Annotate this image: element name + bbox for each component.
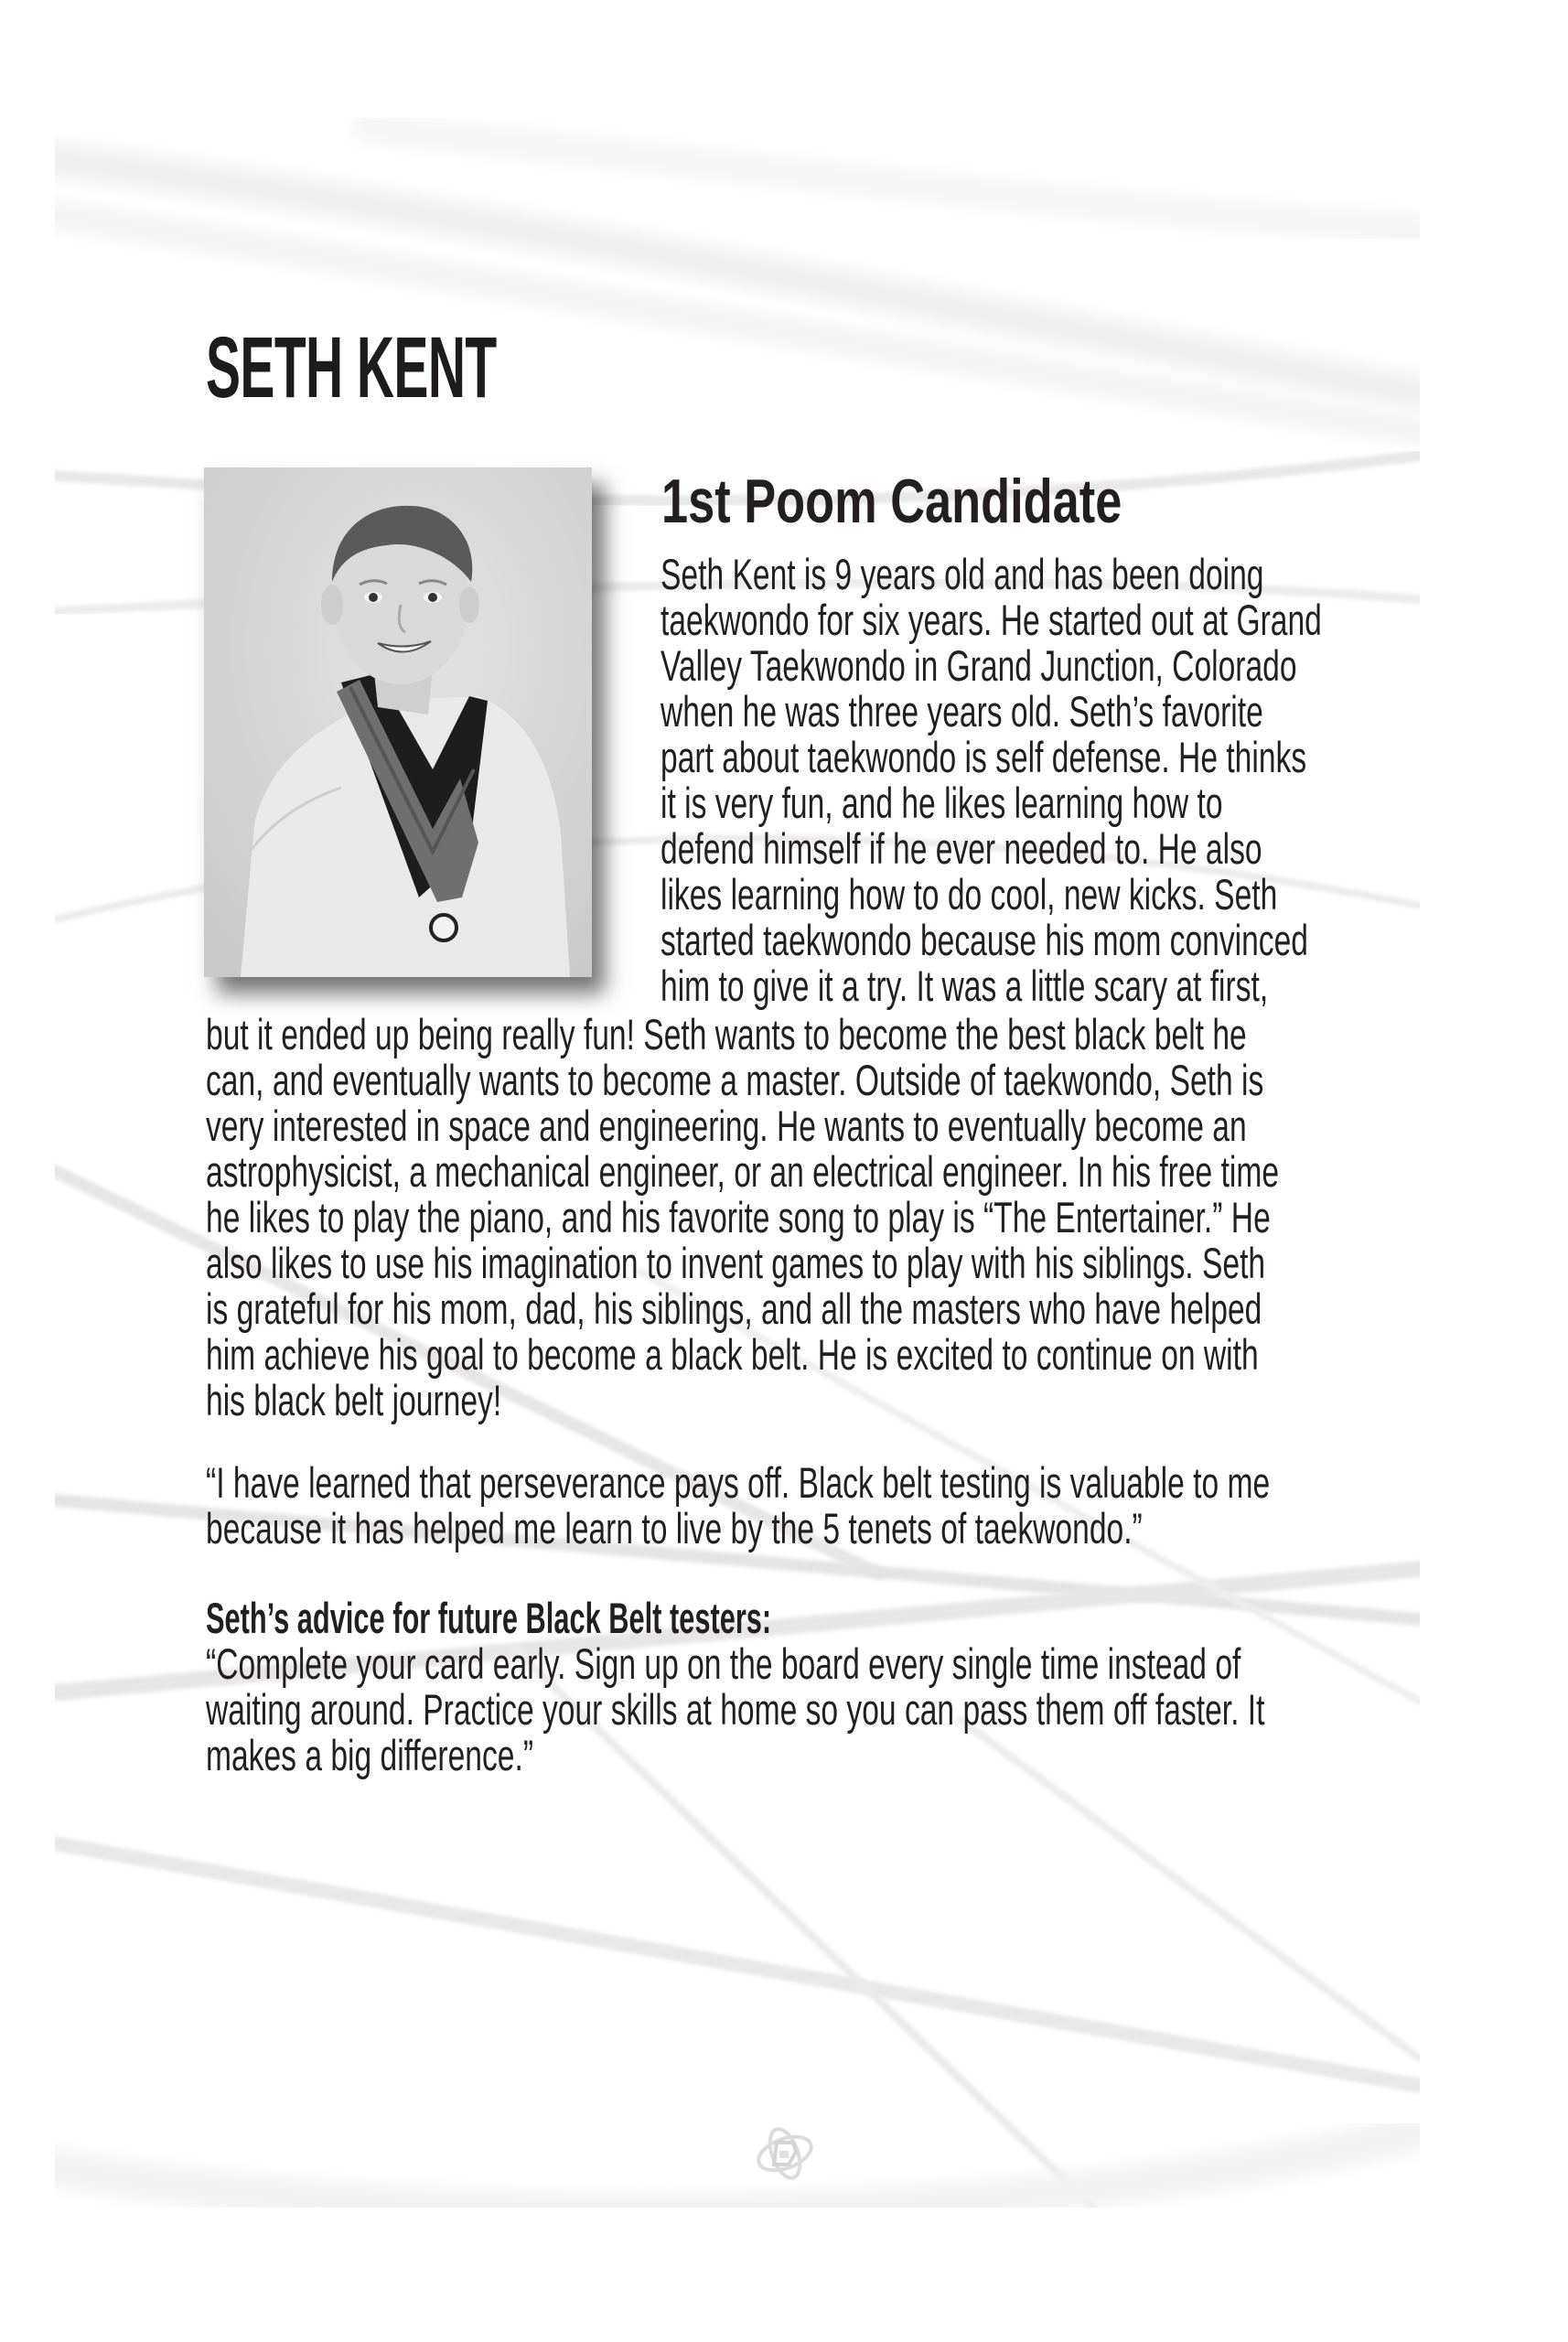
bio-line: defend himself if he ever needed to. He also <box>660 824 1262 873</box>
bio-line: taekwondo for six years. He started out at Grand <box>660 596 1322 644</box>
bio-line: very interested in space and engineering. He wants to eventually become an <box>206 1101 1247 1150</box>
bio-line: also likes to use his imagination to invent games to play with his siblings. Seth <box>206 1239 1266 1287</box>
bio-line: him to give it a try. It was a little scary at first, <box>660 962 1269 1010</box>
bio-line: astrophysicist, a mechanical engineer, or an electrical engineer. In his free time <box>206 1147 1280 1196</box>
school-logo-icon <box>748 2124 822 2183</box>
portrait-illustration <box>204 467 592 977</box>
bio-line: can, and eventually wants to become a master. Outside of taekwondo, Seth is <box>206 1056 1264 1104</box>
bio-line: when he was three years old. Seth’s favorite <box>660 687 1263 736</box>
advice-heading: Seth’s advice for future Black Belt testers: <box>206 1594 772 1642</box>
bio-line: part about taekwondo is self defense. He thinks <box>660 733 1307 781</box>
advice-line: makes a big difference.” <box>206 1731 534 1779</box>
quote-line: “I have learned that perseverance pays off. Black belt testing is valuable to me <box>206 1458 1271 1507</box>
bio-line: him achieve his goal to become a black belt. He is excited to continue on with <box>206 1330 1259 1379</box>
bio-line: his black belt journey! <box>206 1376 502 1424</box>
bio-line: it is very fun, and he likes learning how to <box>660 779 1223 827</box>
bio-line: Valley Taekwondo in Grand Junction, Colorado <box>660 641 1297 690</box>
advice-line: waiting around. Practice your skills at home so you can pass them off faster. It <box>206 1685 1265 1734</box>
quote-line: because it has helped me learn to live by the 5 tenets of taekwondo.” <box>206 1504 1143 1552</box>
bio-line: but it ended up being really fun! Seth wants to become the best black belt he <box>206 1010 1247 1058</box>
page-title: SETH KENT <box>206 319 497 416</box>
bio-line: is grateful for his mom, dad, his siblings, and all the masters who have helped <box>206 1284 1262 1333</box>
candidate-photo <box>204 467 592 977</box>
bio-line: likes learning how to do cool, new kicks. Seth <box>660 870 1278 919</box>
bio-line: Seth Kent is 9 years old and has been doing <box>660 550 1264 598</box>
advice-line: “Complete your card early. Sign up on the board every single time instead of <box>206 1639 1241 1688</box>
bio-line: started taekwondo because his mom convinced <box>660 916 1308 964</box>
candidate-rank-heading: 1st Poom Candidate <box>661 467 1122 536</box>
bio-line: he likes to play the piano, and his favorite song to play is “The Entertainer.” He <box>206 1193 1271 1241</box>
